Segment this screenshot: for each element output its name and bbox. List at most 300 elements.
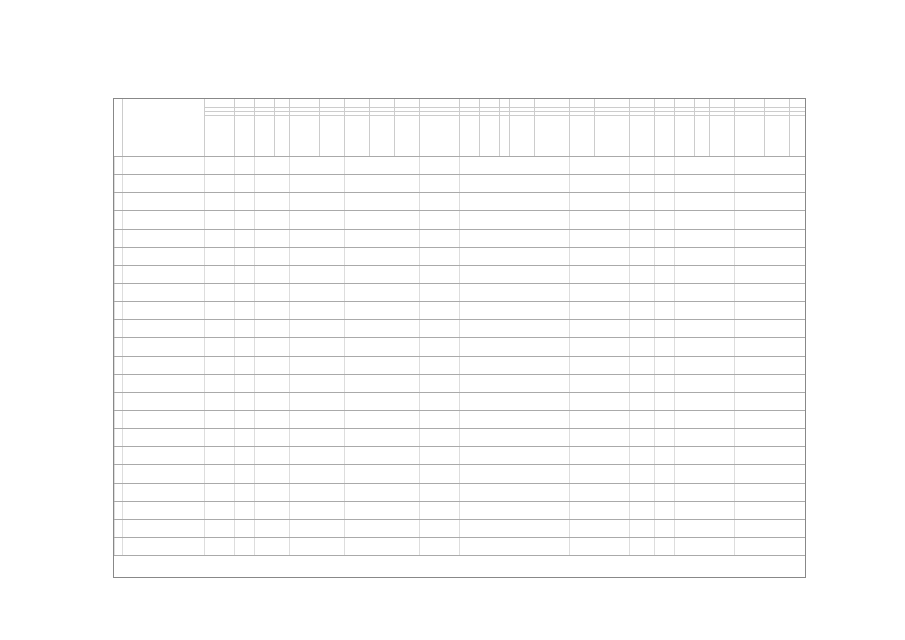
row-code xyxy=(114,175,122,192)
row-value xyxy=(344,157,394,174)
row-value xyxy=(734,338,789,355)
row-value xyxy=(569,502,629,519)
row-value xyxy=(654,248,674,265)
row-code xyxy=(114,484,122,501)
row-value xyxy=(419,502,459,519)
table-row xyxy=(114,447,805,465)
row-value xyxy=(674,447,709,464)
row-value xyxy=(289,538,319,555)
row-value xyxy=(459,338,499,355)
row-value xyxy=(234,357,254,374)
row-value xyxy=(654,393,674,410)
row-value xyxy=(569,375,629,392)
row-value xyxy=(674,411,709,428)
row-value xyxy=(569,465,629,482)
row-name xyxy=(122,157,204,174)
row-value xyxy=(734,266,789,283)
row-value xyxy=(459,175,499,192)
row-value xyxy=(674,320,709,337)
row-name xyxy=(122,230,204,247)
row-value xyxy=(204,211,234,228)
row-value xyxy=(734,520,789,537)
row-value xyxy=(569,266,629,283)
row-value xyxy=(254,284,289,301)
row-name xyxy=(122,193,204,210)
row-value xyxy=(734,375,789,392)
row-value xyxy=(569,447,629,464)
row-value xyxy=(254,393,289,410)
row-value xyxy=(204,393,234,410)
row-value xyxy=(569,211,629,228)
row-value xyxy=(629,338,654,355)
row-name xyxy=(122,484,204,501)
row-value xyxy=(674,520,709,537)
row-value xyxy=(254,193,289,210)
row-value xyxy=(734,302,789,319)
row-value xyxy=(629,411,654,428)
row-value xyxy=(459,411,499,428)
row-name xyxy=(122,520,204,537)
row-value xyxy=(344,266,394,283)
row-value xyxy=(234,429,254,446)
row-value xyxy=(254,248,289,265)
row-value xyxy=(254,266,289,283)
row-value xyxy=(734,447,789,464)
row-value xyxy=(569,284,629,301)
row-value xyxy=(734,320,789,337)
row-value xyxy=(254,320,289,337)
row-value xyxy=(204,375,234,392)
row-value xyxy=(289,211,319,228)
table-row xyxy=(114,520,805,538)
row-value xyxy=(204,465,234,482)
row-value xyxy=(234,266,254,283)
table-row xyxy=(114,157,805,175)
row-value xyxy=(254,502,289,519)
row-value xyxy=(344,393,394,410)
row-value xyxy=(629,230,654,247)
row-value xyxy=(734,211,789,228)
row-value xyxy=(734,284,789,301)
row-value xyxy=(234,320,254,337)
row-value xyxy=(629,520,654,537)
row-value xyxy=(204,357,234,374)
row-value xyxy=(344,338,394,355)
row-value xyxy=(344,175,394,192)
row-value xyxy=(459,193,499,210)
table-row xyxy=(114,465,805,483)
row-value xyxy=(289,230,319,247)
row-value xyxy=(234,538,254,555)
row-value xyxy=(204,411,234,428)
row-value xyxy=(419,338,459,355)
row-value xyxy=(459,465,499,482)
row-value xyxy=(289,520,319,537)
row-value xyxy=(629,375,654,392)
row-value xyxy=(674,175,709,192)
row-value xyxy=(289,502,319,519)
row-value xyxy=(629,211,654,228)
row-value xyxy=(674,248,709,265)
row-code xyxy=(114,193,122,210)
row-value xyxy=(204,248,234,265)
row-value xyxy=(419,411,459,428)
row-value xyxy=(569,393,629,410)
row-value xyxy=(254,520,289,537)
row-value xyxy=(204,520,234,537)
row-name xyxy=(122,411,204,428)
row-value xyxy=(459,320,499,337)
row-value xyxy=(344,320,394,337)
row-value xyxy=(674,465,709,482)
row-code xyxy=(114,375,122,392)
table-row xyxy=(114,502,805,520)
row-value xyxy=(204,320,234,337)
row-value xyxy=(569,520,629,537)
row-value xyxy=(234,411,254,428)
row-value xyxy=(204,266,234,283)
row-value xyxy=(569,429,629,446)
row-value xyxy=(569,157,629,174)
row-value xyxy=(674,357,709,374)
row-code xyxy=(114,429,122,446)
row-code xyxy=(114,393,122,410)
row-value xyxy=(674,393,709,410)
row-value xyxy=(204,284,234,301)
row-value xyxy=(654,211,674,228)
row-value xyxy=(344,357,394,374)
row-value xyxy=(254,447,289,464)
row-value xyxy=(289,411,319,428)
table-row xyxy=(114,538,805,556)
row-value xyxy=(344,248,394,265)
row-value xyxy=(234,484,254,501)
row-value xyxy=(344,230,394,247)
table-row xyxy=(114,375,805,393)
row-value xyxy=(234,230,254,247)
row-code xyxy=(114,520,122,537)
table-row xyxy=(114,266,805,284)
row-code xyxy=(114,302,122,319)
row-name xyxy=(122,538,204,555)
row-value xyxy=(459,484,499,501)
row-value xyxy=(459,393,499,410)
row-value xyxy=(654,338,674,355)
row-value xyxy=(344,538,394,555)
row-value xyxy=(654,502,674,519)
row-value xyxy=(234,375,254,392)
row-value xyxy=(629,502,654,519)
row-value xyxy=(289,320,319,337)
row-value xyxy=(344,411,394,428)
row-value xyxy=(734,230,789,247)
row-value xyxy=(629,193,654,210)
row-value xyxy=(569,357,629,374)
row-value xyxy=(344,520,394,537)
row-value xyxy=(734,193,789,210)
row-value xyxy=(459,502,499,519)
row-value xyxy=(419,375,459,392)
row-value xyxy=(344,465,394,482)
row-name xyxy=(122,284,204,301)
row-value xyxy=(654,447,674,464)
table-row xyxy=(114,411,805,429)
row-value xyxy=(569,320,629,337)
row-value xyxy=(654,465,674,482)
row-value xyxy=(254,375,289,392)
row-value xyxy=(234,465,254,482)
table-row xyxy=(114,211,805,229)
row-value xyxy=(344,429,394,446)
row-code xyxy=(114,320,122,337)
row-value xyxy=(234,447,254,464)
row-value xyxy=(569,248,629,265)
row-value xyxy=(344,375,394,392)
row-value xyxy=(459,538,499,555)
row-value xyxy=(674,193,709,210)
row-value xyxy=(234,248,254,265)
row-value xyxy=(289,302,319,319)
row-value xyxy=(654,375,674,392)
row-value xyxy=(629,447,654,464)
row-value xyxy=(289,357,319,374)
table-row xyxy=(114,393,805,411)
row-value xyxy=(289,248,319,265)
row-value xyxy=(419,320,459,337)
row-value xyxy=(629,284,654,301)
row-value xyxy=(654,429,674,446)
row-value xyxy=(569,338,629,355)
row-value xyxy=(654,302,674,319)
row-value xyxy=(674,429,709,446)
row-value xyxy=(629,429,654,446)
row-value xyxy=(419,429,459,446)
row-value xyxy=(459,375,499,392)
row-value xyxy=(254,357,289,374)
row-value xyxy=(254,302,289,319)
row-value xyxy=(629,175,654,192)
row-value xyxy=(204,538,234,555)
row-value xyxy=(419,538,459,555)
row-value xyxy=(654,357,674,374)
row-value xyxy=(674,484,709,501)
row-value xyxy=(254,175,289,192)
row-value xyxy=(254,211,289,228)
row-value xyxy=(419,193,459,210)
row-value xyxy=(459,248,499,265)
row-value xyxy=(459,266,499,283)
row-code xyxy=(114,211,122,228)
row-value xyxy=(734,484,789,501)
row-value xyxy=(289,484,319,501)
table-row xyxy=(114,193,805,211)
row-name xyxy=(122,465,204,482)
row-name xyxy=(122,375,204,392)
row-value xyxy=(569,411,629,428)
row-value xyxy=(569,193,629,210)
row-value xyxy=(204,429,234,446)
row-value xyxy=(204,338,234,355)
row-value xyxy=(344,302,394,319)
row-code xyxy=(114,248,122,265)
row-name xyxy=(122,429,204,446)
row-value xyxy=(629,465,654,482)
row-value xyxy=(419,230,459,247)
row-value xyxy=(419,211,459,228)
row-value xyxy=(419,465,459,482)
row-value xyxy=(289,465,319,482)
row-value xyxy=(419,302,459,319)
row-value xyxy=(654,484,674,501)
row-value xyxy=(569,484,629,501)
table-row xyxy=(114,320,805,338)
row-value xyxy=(629,266,654,283)
row-value xyxy=(459,230,499,247)
row-value xyxy=(459,447,499,464)
row-value xyxy=(204,447,234,464)
row-value xyxy=(459,520,499,537)
row-value xyxy=(654,157,674,174)
row-value xyxy=(254,338,289,355)
row-value xyxy=(674,375,709,392)
table-header xyxy=(114,99,805,157)
row-value xyxy=(289,393,319,410)
row-value xyxy=(734,357,789,374)
row-value xyxy=(419,447,459,464)
data-table xyxy=(113,98,806,578)
row-value xyxy=(234,284,254,301)
row-value xyxy=(204,484,234,501)
row-code xyxy=(114,357,122,374)
row-value xyxy=(419,248,459,265)
row-value xyxy=(734,502,789,519)
table-row xyxy=(114,484,805,502)
row-name xyxy=(122,357,204,374)
row-value xyxy=(344,211,394,228)
row-value xyxy=(204,502,234,519)
row-value xyxy=(629,320,654,337)
row-name xyxy=(122,175,204,192)
row-value xyxy=(289,157,319,174)
row-value xyxy=(734,538,789,555)
row-code xyxy=(114,502,122,519)
row-name xyxy=(122,302,204,319)
row-value xyxy=(289,284,319,301)
row-value xyxy=(234,211,254,228)
row-value xyxy=(674,266,709,283)
row-value xyxy=(674,502,709,519)
table-row xyxy=(114,175,805,193)
row-value xyxy=(419,393,459,410)
row-value xyxy=(289,429,319,446)
row-code xyxy=(114,538,122,555)
row-name xyxy=(122,320,204,337)
row-value xyxy=(289,193,319,210)
row-value xyxy=(204,302,234,319)
row-value xyxy=(629,484,654,501)
row-value xyxy=(654,175,674,192)
row-value xyxy=(234,302,254,319)
row-value xyxy=(674,230,709,247)
row-value xyxy=(459,302,499,319)
row-name xyxy=(122,447,204,464)
row-value xyxy=(234,393,254,410)
row-value xyxy=(629,157,654,174)
table-body xyxy=(114,157,805,556)
row-value xyxy=(344,484,394,501)
row-value xyxy=(734,465,789,482)
row-name xyxy=(122,338,204,355)
page-header-marker xyxy=(0,24,905,28)
row-value xyxy=(204,175,234,192)
row-value xyxy=(569,302,629,319)
row-value xyxy=(254,429,289,446)
row-value xyxy=(419,266,459,283)
row-value xyxy=(734,411,789,428)
row-value xyxy=(459,157,499,174)
row-code xyxy=(114,230,122,247)
row-value xyxy=(629,248,654,265)
row-value xyxy=(289,175,319,192)
table-row xyxy=(114,338,805,356)
row-value xyxy=(204,230,234,247)
row-code xyxy=(114,338,122,355)
row-value xyxy=(629,538,654,555)
row-value xyxy=(569,175,629,192)
row-value xyxy=(254,230,289,247)
row-value xyxy=(419,284,459,301)
row-value xyxy=(459,429,499,446)
row-code xyxy=(114,411,122,428)
row-name xyxy=(122,502,204,519)
row-value xyxy=(674,211,709,228)
row-code xyxy=(114,157,122,174)
row-value xyxy=(629,393,654,410)
row-value xyxy=(204,157,234,174)
table-row xyxy=(114,302,805,320)
row-name xyxy=(122,248,204,265)
row-value xyxy=(254,411,289,428)
row-value xyxy=(419,484,459,501)
row-value xyxy=(654,320,674,337)
row-value xyxy=(569,230,629,247)
row-value xyxy=(234,193,254,210)
row-value xyxy=(254,157,289,174)
row-value xyxy=(569,538,629,555)
table-row xyxy=(114,230,805,248)
row-code xyxy=(114,447,122,464)
row-value xyxy=(234,502,254,519)
row-value xyxy=(254,465,289,482)
row-code xyxy=(114,284,122,301)
row-value xyxy=(654,520,674,537)
row-value xyxy=(419,157,459,174)
row-name xyxy=(122,211,204,228)
row-value xyxy=(734,157,789,174)
row-value xyxy=(734,429,789,446)
row-code xyxy=(114,465,122,482)
row-value xyxy=(459,284,499,301)
row-value xyxy=(234,520,254,537)
row-value xyxy=(204,193,234,210)
page-footer-marker xyxy=(0,610,905,614)
table-row xyxy=(114,429,805,447)
row-value xyxy=(674,338,709,355)
row-name xyxy=(122,393,204,410)
row-value xyxy=(289,375,319,392)
row-value xyxy=(734,393,789,410)
row-value xyxy=(254,484,289,501)
